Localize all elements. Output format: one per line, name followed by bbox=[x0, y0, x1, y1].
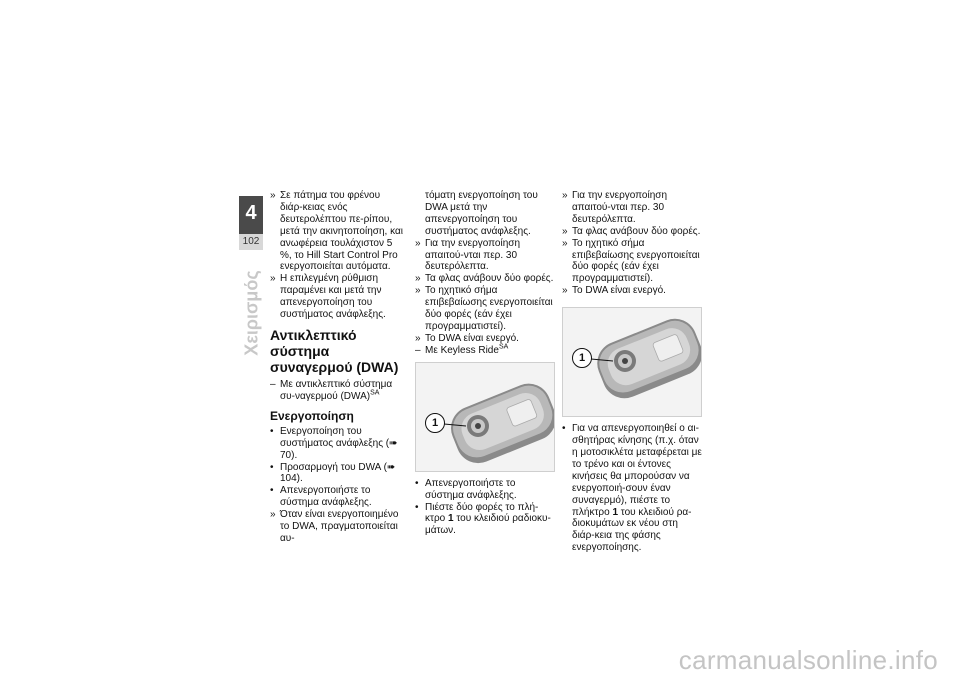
equipment-note: – Με αντικλεπτικό σύστημα συ-ναγερμού (DWA)$^{SA}$ bbox=[270, 378, 393, 402]
list-item: » Τα φλας ανάβουν δύο φορές. bbox=[415, 273, 554, 285]
list-item: • Πιέστε δύο φορές το πλή-κτρο 1 του κλειδιού ραδιοκυ-μάτων. bbox=[415, 501, 551, 537]
list-item: » Τα φλας ανάβουν δύο φορές. bbox=[562, 225, 701, 237]
column-3 bbox=[562, 190, 702, 554]
column-1 bbox=[270, 190, 405, 545]
list-item: » Το ηχητικό σήμα επιβεβαίωσης ενεργοποιείται δύο φορές (εάν έχει προγραμματιστεί). bbox=[415, 285, 553, 332]
callout-marker: 1 bbox=[572, 348, 592, 368]
column-2 bbox=[415, 190, 555, 537]
list-item: » Όταν είναι ενεργοποιημένο το DWA, πραγματοποιείται αυ- bbox=[270, 509, 399, 544]
section-heading: Αντικλεπτικό σύστημα συναγερμού (DWA) bbox=[270, 326, 399, 375]
chapter-side-label: Χειρισμός bbox=[241, 270, 262, 356]
list-item: • Απενεργοποιήστε το σύστημα ανάφλεξης. bbox=[415, 477, 517, 501]
list-item: » Το ηχητικό σήμα επιβεβαίωσης ενεργοποιείται δύο φορές (εάν έχει προγραμματιστεί). bbox=[562, 237, 700, 285]
continued-text: τόματη ενεργοποίηση του DWA μετά την απενεργοποίηση του συστήματος ανάφλεξης. bbox=[425, 190, 538, 237]
list-item: • Απενεργοποιήστε το σύστημα ανάφλεξης. bbox=[270, 485, 372, 509]
list-item: » Για την ενεργοποίηση απαιτού-νται περ. 30 δευτερόλεπτα. bbox=[415, 237, 521, 273]
chapter-number-tab: 4 bbox=[239, 196, 263, 234]
list-item: » Το DWA είναι ενεργό. bbox=[562, 285, 666, 297]
list-item: • Προσαρμογή του DWA (➠ 104). bbox=[270, 461, 396, 485]
list-item: • Ενεργοποίηση του συστήματος ανάφλεξης (➠ 70). bbox=[270, 425, 398, 461]
callout-marker: 1 bbox=[425, 413, 445, 433]
page-number: 102 bbox=[239, 234, 263, 250]
list-item: » Το DWA είναι ενεργό. bbox=[415, 332, 519, 344]
key-fob-photo bbox=[562, 307, 702, 417]
list-item: » Η επιλεγμένη ρύθμιση παραμένει και μετά την απενεργοποίηση του συστήματος ανάφλεξης. bbox=[270, 273, 386, 321]
list-item: » Για την ενεργοποίηση απαιτού-νται περ. 30 δευτερόλεπτα. bbox=[562, 190, 668, 225]
list-item: » Σε πάτημα του φρένου διάρ-κειας ενός δευτερολέπτου πε-ρίπου, μετά την ακινητοποίηση, και ανωφέρεια τουλάχιστον 5 %, το Hill Start Control Pro ενεργοποιείται αυτόματα. bbox=[270, 190, 403, 273]
list-item: • Για να απενεργοποιηθεί ο αι-σθητήρας κίνησης (π.χ. όταν η μοτοσικλέτα μεταφέρεται με το τρένο και οι έντονες κινήσεις θα μπορούσαν να ενεργοποιή-σουν έναν συναγερμό), πιέστε το πλήκτρο 1 του κλειδιού ρα-διοκυμάτων εκ νέου στη διάρ-κεια της φάσης ενεργοποίησης. bbox=[562, 423, 702, 554]
watermark-footer: carmanualsonline.info bbox=[678, 645, 938, 675]
equipment-note: – Με Keyless Ride$^{SA}$ bbox=[415, 343, 509, 356]
subsection-heading: Ενεργοποίηση bbox=[270, 408, 354, 423]
key-fob-photo bbox=[415, 362, 555, 472]
